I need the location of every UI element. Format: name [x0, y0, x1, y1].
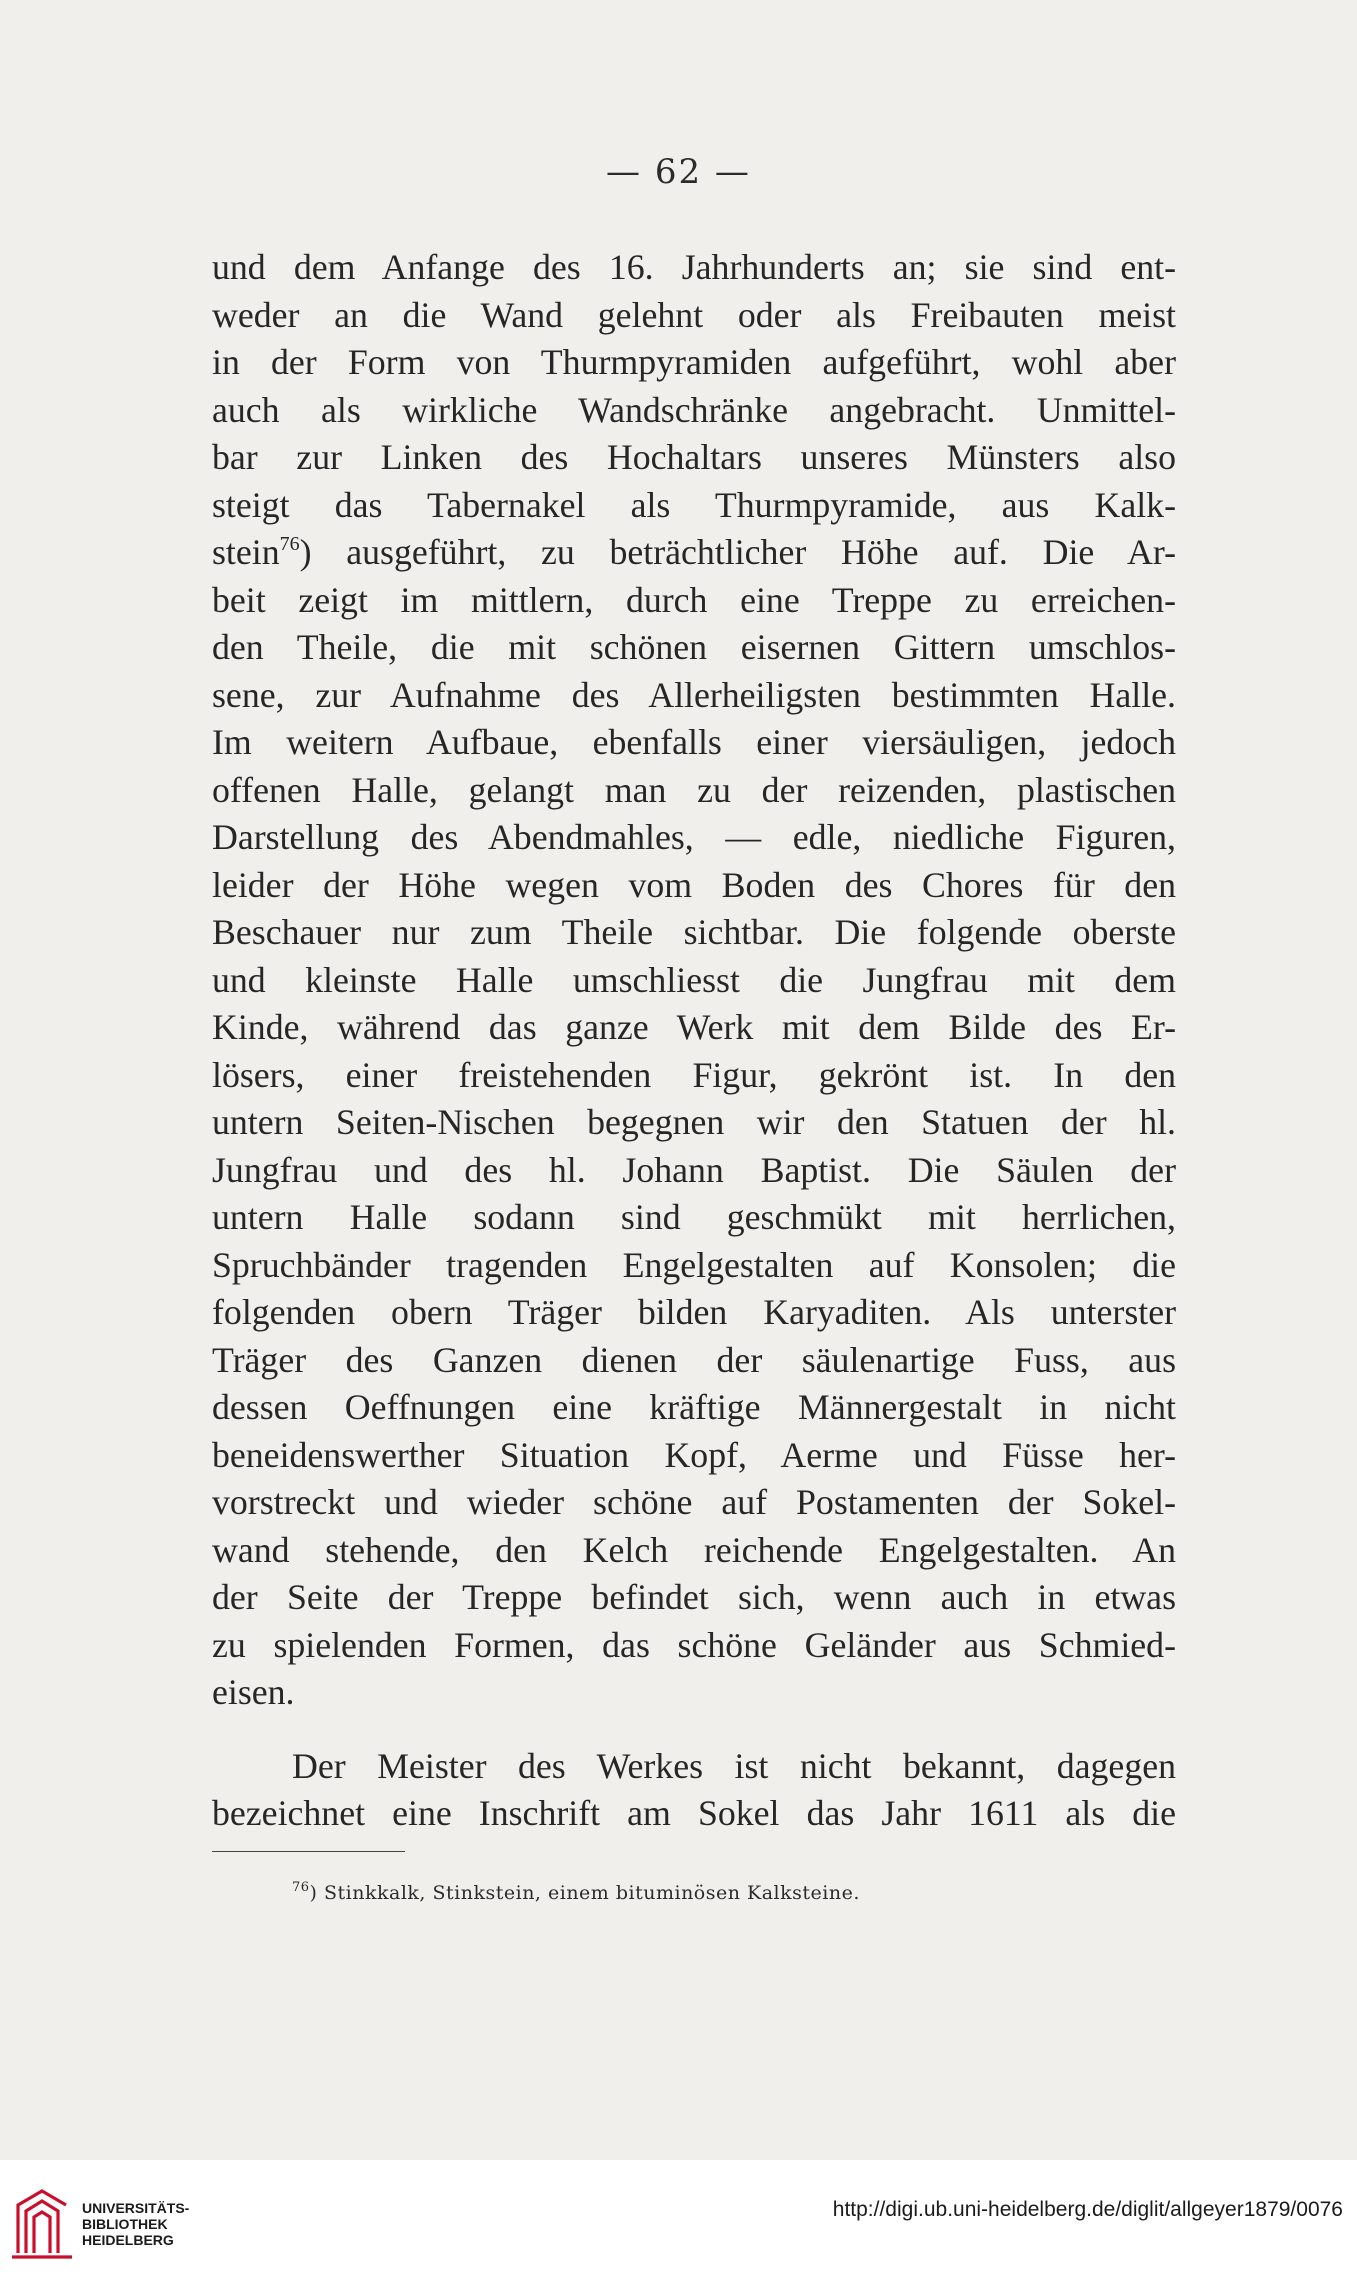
text-line: beit zeigt im mittlern, durch eine Treppe zu erreichen- — [212, 579, 1176, 620]
library-logo-icon[interactable] — [8, 2183, 76, 2263]
text-line: lösers, einer freistehenden Figur, gekrönt ist. In den — [212, 1054, 1176, 1095]
text-line: sene, zur Aufnahme des Allerheiligsten bestimmten Halle. — [212, 674, 1176, 715]
text-line: bar zur Linken des Hochaltars unseres Münsters also — [212, 437, 1176, 477]
footnote-number: 76 — [292, 1880, 310, 1895]
text-line: untern Seiten-Nischen begegnen wir den Statuen der hl. — [212, 1102, 1176, 1142]
text-line: Im weitern Aufbaue, ebenfalls einer viersäuligen, jedoch — [212, 722, 1176, 762]
text-line: Der Meister des Werkes ist nicht bekannt, dagegen — [292, 1745, 1176, 1786]
library-name-line: UNIVERSITÄTS- — [82, 2200, 190, 2216]
library-name-line: HEIDELBERG — [82, 2232, 174, 2248]
text-line: wand stehende, den Kelch reichende Engelgestalten. An — [212, 1529, 1176, 1570]
text-line: untern Halle sodann sind geschmükt mit herrlichen, — [212, 1197, 1176, 1237]
text-line: und dem Anfange des 16. Jahrhunderts an; sie sind ent- — [212, 247, 1176, 287]
text-line: beneidenswerther Situation Kopf, Aerme und Füsse her- — [212, 1434, 1176, 1475]
logo-stroke-mid — [26, 2201, 58, 2253]
footnote-divider — [212, 1851, 405, 1852]
text-line: Spruchbänder tragenden Engelgestalten auf Konsolen; die — [212, 1244, 1176, 1285]
footnote-text: Stinkkalk, Stinkstein, einem bituminösen Kalksteine. — [324, 1882, 860, 1904]
source-url-link[interactable]: http://digi.ub.uni-heidelberg.de/diglit/allgeyer1879/0076 — [832, 2198, 1343, 2221]
text-line: offenen Halle, gelangt man zu der reizenden, plastischen — [212, 769, 1176, 810]
text-line: Träger des Ganzen dienen der säulenartige Fuss, aus — [212, 1339, 1176, 1380]
text-line: Darstellung des Abendmahles, — edle, niedliche Figuren, — [212, 817, 1176, 857]
text-line-with-footnote-ref — [212, 529, 1176, 577]
text-line: der Seite der Treppe befindet sich, wenn auch in etwas — [212, 1577, 1176, 1617]
paragraph-gap — [212, 1717, 1176, 1743]
footnote-reference: 76 — [279, 533, 300, 555]
footnote-ref-paren: ) — [299, 532, 312, 572]
text-line: folgenden obern Träger bilden Karyaditen. Als unterster — [212, 1292, 1176, 1332]
text-line: steigt das Tabernakel als Thurmpyramide, aus Kalk- — [212, 484, 1176, 525]
text-line: leider der Höhe wegen vom Boden des Chores für den — [212, 864, 1176, 905]
text-line: Beschauer nur zum Theile sichtbar. Die folgende oberste — [212, 912, 1176, 952]
page-number: — 62 — — [606, 152, 751, 192]
text-line: in der Form von Thurmpyramiden aufgeführt, wohl aber — [212, 342, 1176, 382]
text-line: bezeichnet eine Inschrift am Sokel das Jahr 1611 als die — [212, 1793, 1176, 1833]
text-line: eisen. — [212, 1672, 295, 1712]
text-line: vorstreckt und wieder schöne auf Postamenten der Sokel- — [212, 1482, 1176, 1522]
text-line: auch als wirkliche Wandschränke angebracht. Unmittel- — [212, 389, 1176, 430]
library-name-line: BIBLIOTHEK — [82, 2216, 168, 2232]
text-line: Kinde, während das ganze Werk mit dem Bilde des Er- — [212, 1007, 1176, 1047]
text-line: weder an die Wand gelehnt oder als Freibauten meist — [212, 294, 1176, 335]
text-fragment: ausgeführt, zu beträchtlicher Höhe auf. Die Ar- — [346, 532, 1176, 572]
footnote — [292, 1882, 860, 1904]
footnote-paren: ) — [309, 1882, 318, 1904]
text-line: dessen Oeffnungen eine kräftige Männergestalt in nicht — [212, 1387, 1176, 1427]
body-text — [212, 244, 1176, 1838]
text-line: den Theile, die mit schönen eisernen Gittern umschlos- — [212, 627, 1176, 667]
library-name — [82, 2200, 189, 2248]
text-fragment: stein — [212, 532, 280, 572]
logo-stroke-inner — [34, 2212, 50, 2253]
text-line: Jungfrau und des hl. Johann Baptist. Die Säulen der — [212, 1149, 1176, 1190]
text-line: zu spielenden Formen, das schöne Geländer aus Schmied- — [212, 1624, 1176, 1665]
text-line: und kleinste Halle umschliesst die Jungfrau mit dem — [212, 959, 1176, 1000]
